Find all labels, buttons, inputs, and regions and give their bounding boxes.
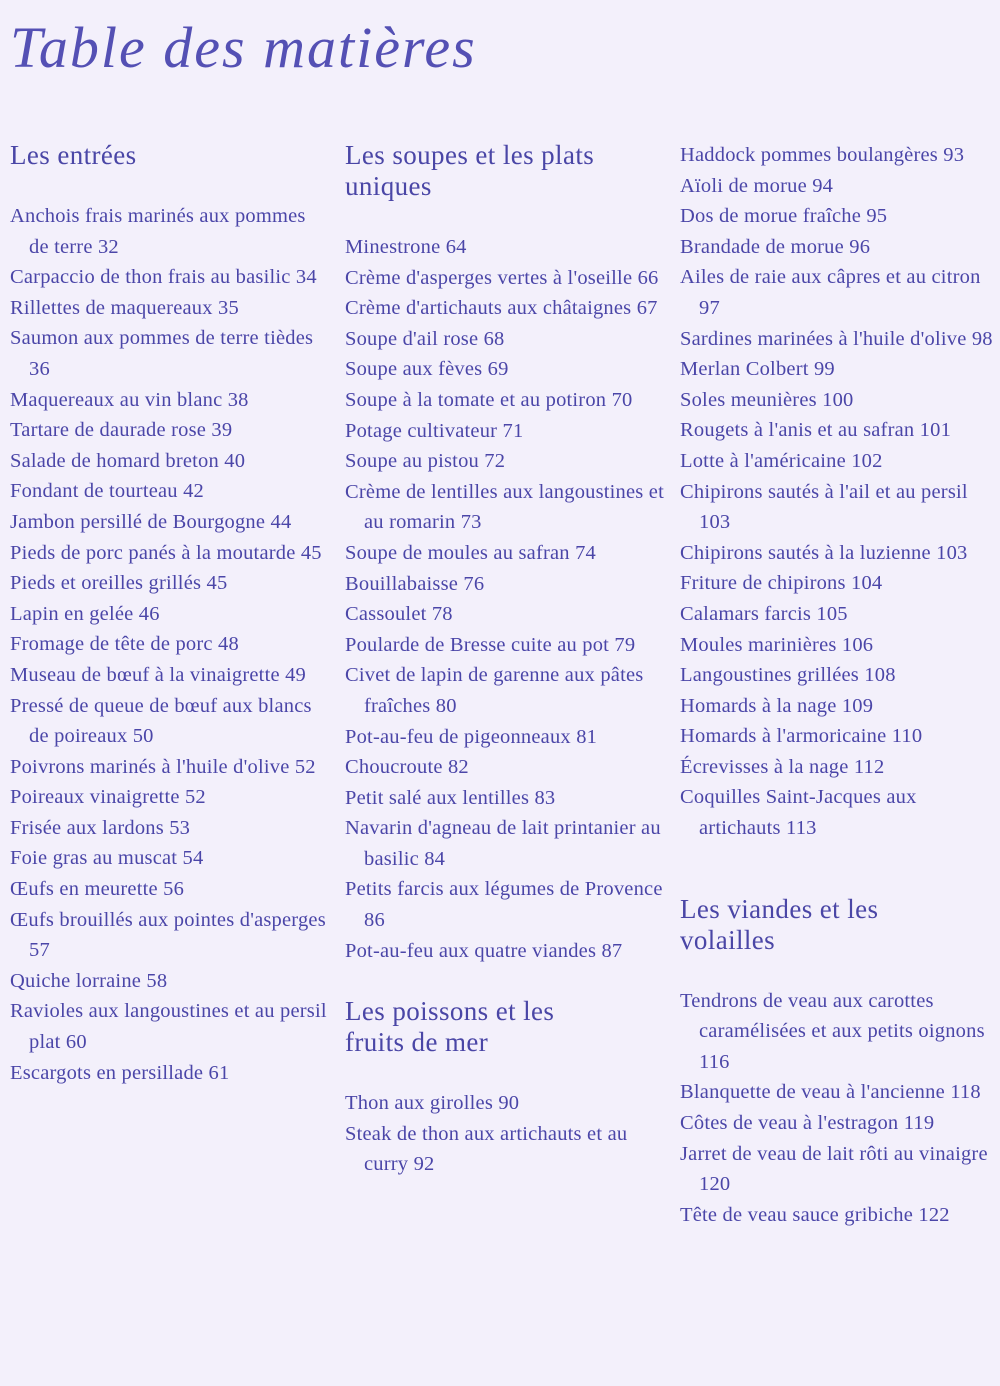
list-viandes [680,986,995,1231]
toc-entry: Salade de homard breton 40 [10,449,246,472]
list-entrees [10,201,330,1088]
toc-entry: Sardines marinées à l'huile d'olive 98 [680,327,993,350]
toc-entry: Homards à la nage 109 [680,694,874,717]
toc-entry: Fondant de tourteau 42 [10,480,204,503]
toc-entry: Petits farcis aux légumes de Provence 86 [345,878,663,932]
toc-entry: Pieds de porc panés à la moutarde 45 [10,541,322,564]
toc-entry: Crème d'asperges vertes à l'oseille 66 [345,266,659,289]
toc-entry: Poireaux vinaigrette 52 [10,786,206,809]
section-title-soupes: Les soupes et les plats uniques [345,140,595,201]
toc-entry: Carpaccio de thon frais au basilic 34 [10,266,317,289]
list-poissons [345,1088,675,1180]
toc-entry: Soupe d'ail rose 68 [345,327,505,350]
toc-entry: Écrevisses à la nage 112 [680,755,885,778]
toc-entry: Aïoli de morue 94 [680,174,834,197]
toc-entry: Rougets à l'anis et au safran 101 [680,419,952,442]
toc-entry: Poivrons marinés à l'huile d'olive 52 [10,755,316,778]
toc-entry: Ailes de raie aux câpres et au citron 97 [680,266,981,319]
toc-entry: Langoustines grillées 108 [680,664,896,687]
toc-entry: Quiche lorraine 58 [10,969,168,992]
toc-entry: Navarin d'agneau de lait printanier au basilic 84 [345,817,661,870]
toc-entry: Potage cultivateur 71 [345,419,524,442]
column-1 [10,140,330,1088]
toc-entry: Soupe aux fèves 69 [345,358,509,381]
toc-entry: Ravioles aux langoustines et au persil plat 60 [10,1000,327,1054]
toc-entry: Dos de morue fraîche 95 [680,205,888,228]
toc-entry: Soupe à la tomate et au potiron 70 [345,388,633,411]
toc-entry: Steak de thon aux artichauts et au curry 92 [345,1122,628,1176]
toc-entry: Crème de lentilles aux langoustines et au romarin 73 [345,480,665,534]
toc-entry: Côtes de veau à l'estragon 119 [680,1112,935,1135]
toc-entry: Lapin en gelée 46 [10,602,160,625]
toc-entry: Bouillabaisse 76 [345,572,485,595]
toc-entry: Soupe de moules au safran 74 [345,541,596,564]
toc-entry: Fromage de tête de porc 48 [10,633,239,656]
toc-entry: Jarret de veau de lait rôti au vinaigre 120 [680,1142,988,1196]
toc-entry: Pieds et oreilles grillés 45 [10,572,228,595]
toc-entry: Minestrone 64 [345,236,467,258]
list-poissons-suite [680,140,995,844]
toc-entry: Soupe au pistou 72 [345,450,506,473]
toc-entry: Frisée aux lardons 53 [10,816,191,839]
toc-entry: Pressé de queue de bœuf aux blancs de poireaux 50 [10,694,312,748]
toc-entry: Maquereaux au vin blanc 38 [10,388,249,411]
toc-entry: Saumon aux pommes de terre tièdes 36 [10,327,314,380]
toc-entry: Poularde de Bresse cuite au pot 79 [345,633,636,656]
toc-entry: Coquilles Saint-Jacques aux artichauts 113 [680,786,917,840]
toc-entry: Friture de chipirons 104 [680,572,883,595]
toc-entry: Pot-au-feu aux quatre viandes 87 [345,939,623,962]
toc-entry: Tendrons de veau aux carottes caramélisées et aux petits oignons 116 [680,989,985,1073]
column-3 [680,140,995,1230]
toc-entry: Choucroute 82 [345,756,469,779]
toc-entry: Thon aux girolles 90 [345,1092,520,1115]
column-2 [345,140,675,1180]
toc-entry: Rillettes de maquereaux 35 [10,296,239,319]
toc-entry: Homards à l'armoricaine 110 [680,725,923,748]
list-soupes [345,232,675,966]
section-title-entrees: Les entrées [10,140,137,170]
toc-entry: Tartare de daurade rose 39 [10,419,233,442]
page-title: Table des matières [10,15,477,80]
toc-entry: Soles meunières 100 [680,388,854,411]
toc-entry: Petit salé aux lentilles 83 [345,786,556,809]
toc-entry: Jambon persillé de Bourgogne 44 [10,510,292,533]
toc-entry: Blanquette de veau à l'ancienne 118 [680,1081,981,1104]
toc-entry: Civet de lapin de garenne aux pâtes fraîches 80 [345,664,644,717]
toc-entry: Œufs brouillés aux pointes d'asperges 57 [10,908,326,962]
toc-entry: Museau de bœuf à la vinaigrette 49 [10,663,306,686]
toc-entry: Lotte à l'américaine 102 [680,449,883,472]
toc-entry: Brandade de morue 96 [680,235,871,258]
toc-entry: Tête de veau sauce gribiche 122 [680,1203,950,1226]
toc-entry: Cassoulet 78 [345,603,453,626]
toc-entry: Escargots en persillade 61 [10,1061,230,1084]
toc-entry: Merlan Colbert 99 [680,358,835,381]
toc-entry: Moules marinières 106 [680,633,874,656]
toc-entry: Chipirons sautés à l'ail et au persil 103 [680,480,968,534]
toc-entry: Foie gras au muscat 54 [10,847,204,870]
toc-entry: Chipirons sautés à la luzienne 103 [680,541,968,564]
toc-entry: Œufs en meurette 56 [10,878,185,901]
section-title-viandes: Les viandes et les volailles [680,893,879,955]
toc-entry: Anchois frais marinés aux pommes de terre 32 [10,205,306,258]
toc-entry: Pot-au-feu de pigeonneaux 81 [345,725,598,748]
toc-entry: Calamars farcis 105 [680,602,848,625]
section-title-poissons: Les poissons et les fruits de mer [345,996,555,1058]
toc-entry: Crème d'artichauts aux châtaignes 67 [345,297,658,320]
toc-entry: Haddock pommes boulangères 93 [680,144,965,166]
